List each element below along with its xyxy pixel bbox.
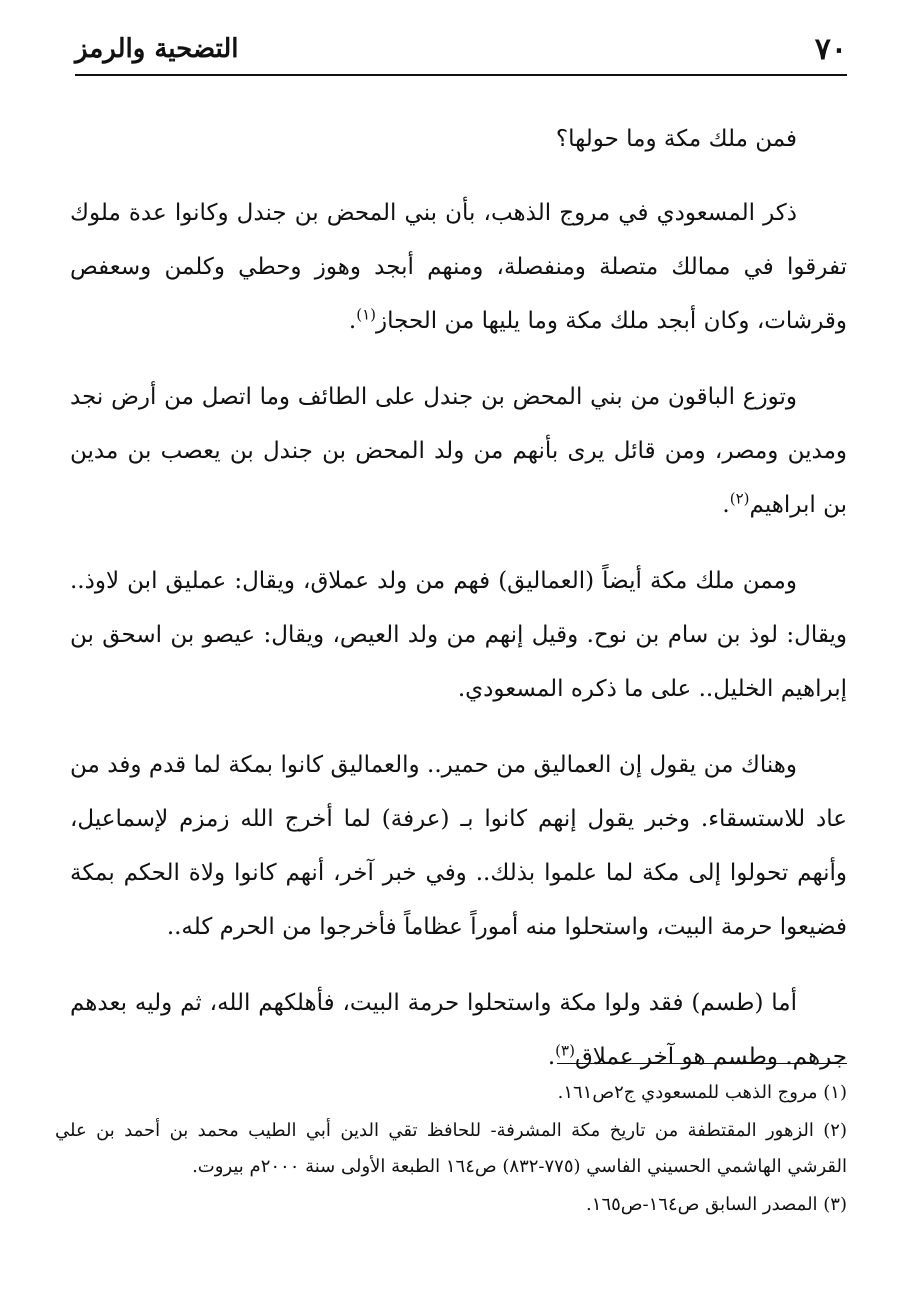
- footnote-ref-3: (٣): [555, 1041, 575, 1060]
- paragraph-3: [70, 554, 847, 716]
- paragraph-2: [70, 370, 847, 532]
- footnote-ref-2: (٢): [729, 489, 750, 508]
- paragraph-5: [70, 976, 847, 1084]
- paragraph-3-text: وممن ملك مكة أيضاً (العماليق) فهم من ولد عملاق، ويقال: عمليق ابن لاوذ.. ويقال: لوذ بن سام بن نوح. وقيل إنهم من ولد العيص، ويقال: عيصو بن اسحق بن إبراهيم الخليل.. على ما ذكره المسعودي.: [70, 568, 847, 702]
- paragraph-5-text: أما (طسم) فقد ولوا مكة واستحلوا حرمة البيت، فأهلكهم الله، ثم وليه بعدهم جرهم. وطسم هو آخر عملاق: [70, 990, 847, 1070]
- footnote-2: (٢) الزهور المقتطفة من تاريخ مكة المشرفة- للحافظ تقي الدين أبي الطيب محمد بن أحمد بن علي القرشي الهاشمي الحسيني الفاسي (٧٧٥-٨٣٢) ص١٦٤ الطبعة الأولى سنة ٢٠٠٠م بيروت.: [55, 1120, 847, 1177]
- footnote-1: (١) مروج الذهب للمسعودي ج٢ص١٦١.: [557, 1082, 847, 1103]
- paragraph-1-end: .: [348, 308, 357, 334]
- footnotes: [55, 1075, 847, 1225]
- paragraph-1-text: ذكر المسعودي في مروج الذهب، بأن بني المحض بن جندل وكانوا عدة ملوك تفرقوا في ممالك متصلة ومنفصلة، ومنهم أبجد وهوز وحطي وكلمن وسعفص وقرشات، وكان أبجد ملك مكة وما يليها من الحجاز: [70, 200, 847, 334]
- paragraph-2-text: وتوزع الباقون من بني المحض بن جندل على الطائف وما اتصل من أرض نجد ومدين ومصر، ومن قائل يرى بأنهم من ولد المحض بن جندل بن يعصب بن مدين بن ابراهيم: [70, 384, 847, 518]
- paragraph-4: [70, 738, 847, 954]
- question-text: فمن ملك مكة وما حولها؟: [555, 126, 797, 152]
- page-header: [75, 30, 847, 76]
- footnote-3: (٣) المصدر السابق ص١٦٤-ص١٦٥.: [586, 1194, 847, 1215]
- paragraph-1: [70, 186, 847, 348]
- footnote-divider: [557, 1063, 847, 1064]
- paragraph-5-end: .: [547, 1044, 556, 1070]
- paragraph-2-end: .: [722, 492, 730, 518]
- page-number: ٧٠: [814, 32, 847, 67]
- footnote-ref-1: (١): [356, 305, 376, 324]
- body-text: [70, 112, 847, 1106]
- question-line: [70, 112, 847, 166]
- running-title: التضحية والرمز: [75, 34, 239, 64]
- paragraph-4-text: وهناك من يقول إن العماليق من حمير.. والعماليق كانوا بمكة لما قدم وفد من عاد للاستسقاء. وخبر يقول إنهم كانوا بـ (عرفة) لما أخرج الله زمزم لإسماعيل، وأنهم تحولوا إلى مكة لما علموا بذلك.. وفي خبر آخر، أنهم كانوا ولاة الحكم بمكة فضيعوا حرمة البيت، واستحلوا منه أموراً عظاماً فأخرجوا من الحرم كله..: [70, 752, 847, 940]
